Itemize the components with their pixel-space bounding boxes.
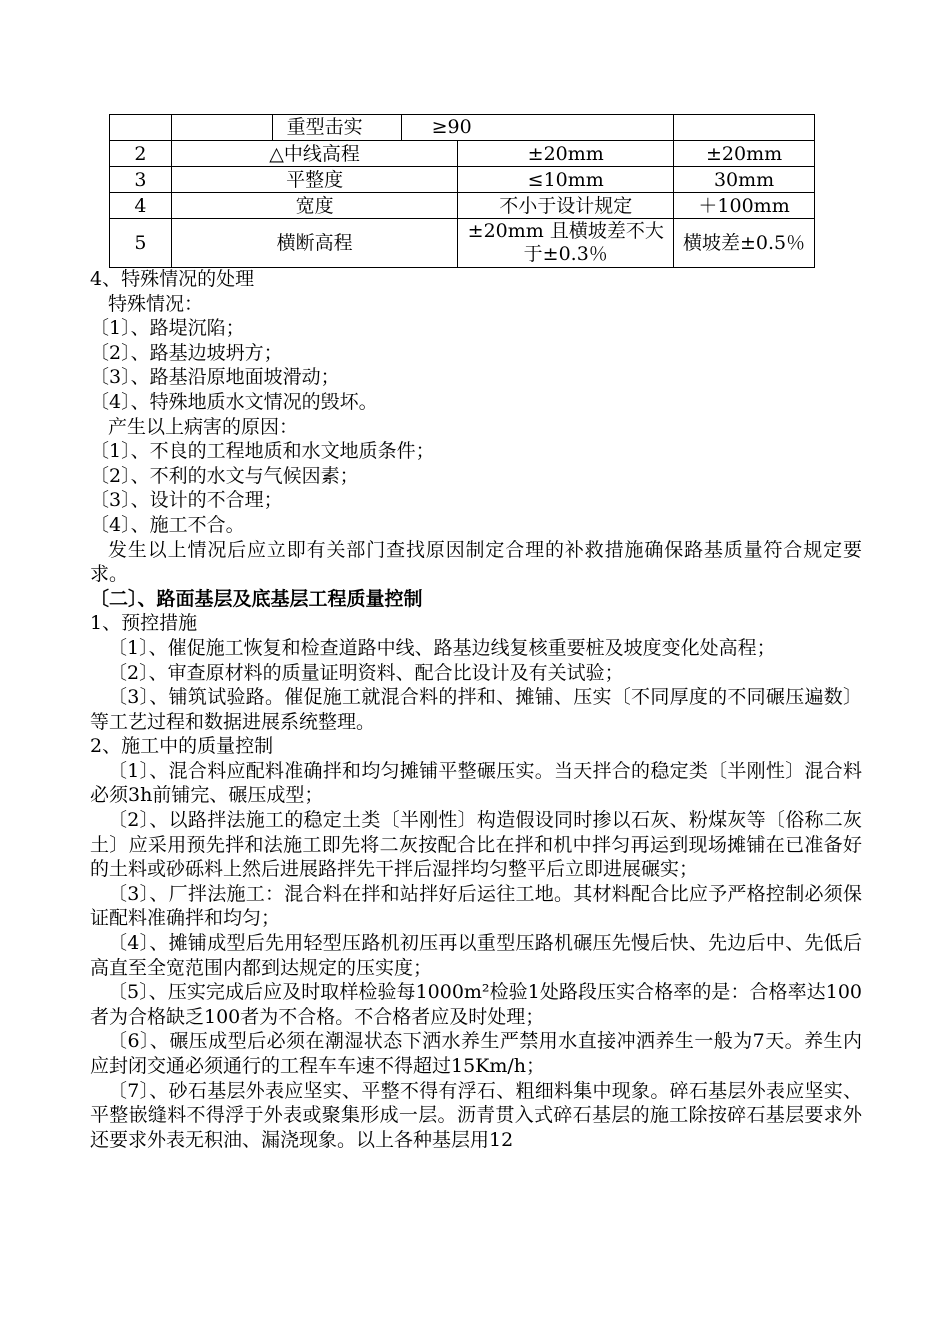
subsection-heading: 1、预控措施 [90,612,198,635]
list-item: 〔4〕、特殊地质水文情况的毁坏。 [90,390,378,413]
list-item: 〔3〕、路基沿原地面坡滑动； [90,366,340,389]
row-number: 4 [110,193,172,219]
list-item: 〔3〕、设计的不合理； [90,489,283,512]
list-item: 〔2〕、以路拌法施工的稳定土类〔半刚性〕构造假设同时掺以石灰、粉煤灰等〔俗称二灰土〕应采用预先拌和法施工即先将二灰按配合比在拌和机中拌匀再运到现场摊铺在已准备好的土料或砂砾料上然后进展路拌先干拌后湿拌均匀整平后立即进展碾实； [90,809,862,881]
row-number: 3 [110,167,172,193]
compaction-value: ≥90 [431,116,472,138]
standard-value: ±20mm 且横坡差不大于±0.3％ [458,219,674,268]
standard-value: 不小于设计规定 [458,193,674,219]
tolerance-value: 横坡差±0.5％ [674,219,815,268]
check-item: 横断高程 [171,219,457,268]
check-item: 宽度 [171,193,457,219]
list-item: 〔3〕、铺筑试验路。催促施工就混合料的拌和、摊铺、压实〔不同厚度的不同碾压遍数〕等工艺过程和数据进展系统整理。 [90,686,862,733]
table-row [110,141,815,167]
list-item: 〔5〕、压实完成后应及时取样检验每1000m²检验1处路段压实合格率的是：合格率达100者为合格缺乏100者为不合格。不合格者应及时处理； [90,981,862,1028]
list-item: 〔2〕、不利的水文与气候因素； [90,464,359,487]
list-item: 〔1〕、路堤沉陷； [90,317,245,340]
standard-value: ≤10mm [458,167,674,193]
subsection-heading: 2、施工中的质量控制 [90,735,274,758]
compaction-method: 重型击实 [286,116,363,138]
body-text [90,267,862,1152]
quality-spec-table [109,114,815,268]
list-item: 〔6〕、碾压成型后必须在潮湿状态下洒水养生严禁用水直接冲洒养生一般为7天。养生内应封闭交通必须通行的工程车车速不得超过15Km/h； [90,1030,862,1077]
list-item: 〔3〕、厂拌法施工：混合料在拌和站拌好后运往工地。其材料配合比应予严格控制必须保证配料准确拌和均匀； [90,882,862,930]
tolerance-value: ±20mm [674,141,815,167]
table-row [110,115,815,141]
list-item: 〔7〕、砂石基层外表应坚实、平整不得有浮石、粗细料集中现象。碎石基层外表应坚实、平整嵌缝料不得浮于外表或聚集形成一层。沥青贯入式碎石基层的施工除按碎石基层要求外还要求外表无积油、漏浇现象。以上各种基层用12 [90,1079,862,1151]
section-heading: 〔二〕、路面基层及底基层工程质量控制 [90,587,423,610]
table-row [110,167,815,193]
check-item: 平整度 [171,167,457,193]
tolerance-value: ＋100mm [674,193,815,219]
table-cell [674,115,815,141]
list-item: 〔1〕、催促施工恢复和检查道路中线、路基边线复核重要桩及坡度变化处高程； [108,636,776,659]
table-cell [171,115,272,141]
compaction-method-cell [273,115,402,140]
list-item: 〔2〕、路基边坡坍方； [90,341,283,364]
list-item: 〔4〕、施工不合。 [90,513,245,536]
table-row [110,219,815,268]
row-number: 5 [110,219,172,268]
standard-value: ±20mm [458,141,674,167]
tolerance-value: 30mm [674,167,815,193]
section-heading: 4、特殊情况的处理 [90,268,255,290]
table-cell [272,115,673,141]
list-item: 〔1〕、不良的工程地质和水文地质条件； [90,440,435,463]
check-item: △中线高程 [171,141,457,167]
table-cell [110,115,172,141]
list-item: 〔1〕、混合料应配料准确拌和均匀摊铺平整碾压实。当天拌合的稳定类〔半刚性〕混合料必须3h前铺完、碾压成型； [90,759,862,807]
list-item: 〔2〕、审查原材料的质量证明资料、配合比设计及有关试验； [108,661,624,684]
table-row [110,193,815,219]
paragraph: 特殊情况： [108,292,204,315]
paragraph: 发生以上情况后应立即有关部门查找原因制定合理的补救措施确保路基质量符合规定要求。 [90,538,862,586]
list-item: 〔4〕、摊铺成型后先用轻型压路机初压再以重型压路机碾压先慢后快、先边后中、先低后高直至全宽范围内都到达规定的压实度； [90,932,862,979]
row-number: 2 [110,141,172,167]
paragraph: 产生以上病害的原因： [108,415,299,438]
